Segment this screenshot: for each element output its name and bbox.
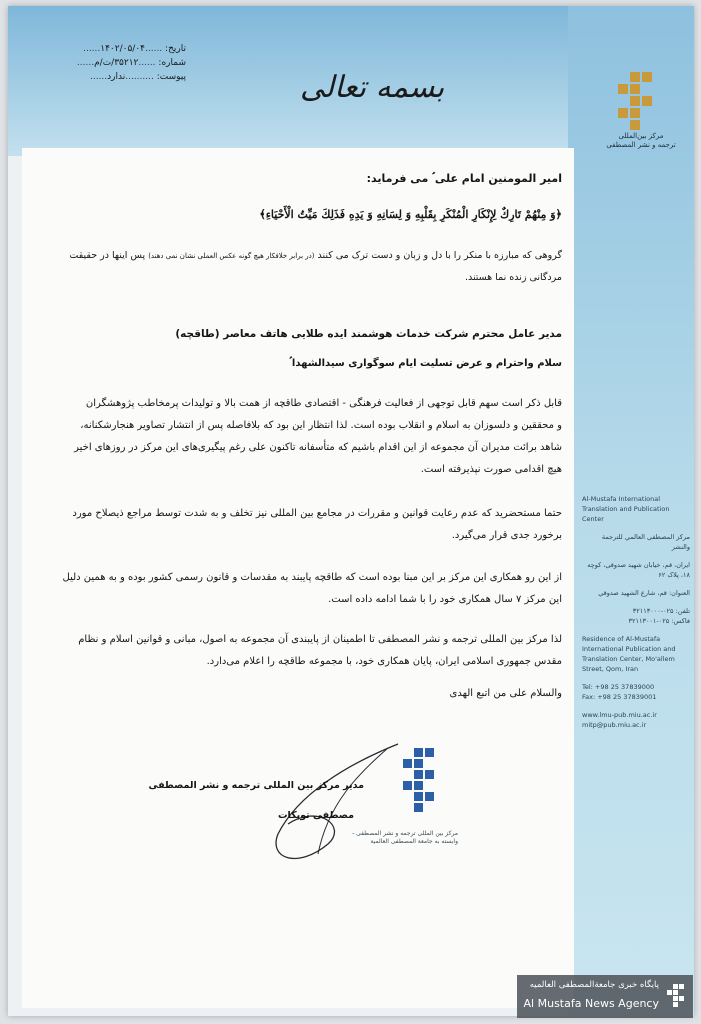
para1-line2: و محققین و دلسوزان به اسلام و انقلاب بوده است. لذا انتظار این بود که بلافاصله پس از انتشار تصاویر هنجارشکنانه، — [80, 420, 562, 431]
sidebar-ar-title: مركز المصطفى العالمي للترجمة والنشر — [601, 533, 690, 551]
logo-caption-line1: مرکز بین‌المللی — [618, 132, 664, 140]
number-label: شماره: — [158, 58, 186, 68]
hadith-quote: ﴿وَ مِنْهُمْ تَارِكٌ لِإِنْكَارِ الْمُنْكَرِ بِقَلْبِهِ وَ لِسَانِهِ وَ يَدِهِ فَذَلِكَ مَيِّتُ الْأَحْيَاءِ﴾ — [259, 208, 562, 221]
attachment-row: پیوست: ..........ندارد...... — [89, 72, 186, 82]
para2-line1: حتما مستحضرید که عدم رعایت قوانین و مقررات در مجامع بین المللی نیز تخلف و به شدت توسط مراجع ذیصلاح مورد — [72, 508, 562, 519]
sidebar-web[interactable]: www.lmu-pub.miu.ac.ir — [582, 711, 657, 719]
signature-scribble — [258, 734, 408, 874]
para1-line3: شاهد برائت مدیران آن مجموعه از این اقدام باشیم که متأسفانه تاکنون علی رغم پیگیری‌های این مرکز در روزهای اخیر — [74, 442, 562, 453]
logo-caption-line2: ترجمه و نشر المصطفی — [606, 141, 676, 149]
para4-line1: لذا مرکز بین المللی ترجمه و نشر المصطفی تا اطمینان از پایبندی آن مجموعه به اصول، مبانی و قوانین اسلام و نظام — [78, 634, 562, 645]
seal-caption: مرکز بین المللی ترجمه و نشر المصطفی - وابسته به جامعة المصطفی العالمیة — [352, 830, 458, 845]
para2-line2: برخورد جدی قرار می‌گیرد. — [451, 530, 562, 541]
sidebar-fax-fa: فاکس: ۰۲۵-۳۲۱۱۳۰۰۱ — [628, 617, 690, 625]
translation-paren: (در برابر خلافکار هیچ گونه عکس العملی نشان نمی دهند) — [148, 252, 315, 260]
translation-line2: مردگانی زنده نما هستند. — [464, 272, 562, 283]
greeting-line: سلام واحترام و عرض تسلیت ایام سوگواری سیدالشهدا ؑ — [289, 358, 562, 369]
sidebar-fax: Fax: +98 25 37839001 — [582, 693, 657, 701]
sidebar-contact — [582, 494, 690, 730]
attachment-label: پیوست: — [156, 72, 186, 82]
logo-caption — [604, 132, 678, 150]
sidebar-email[interactable]: mitp@pub.miu.ac.ir — [582, 721, 647, 729]
recipient-line: مدیر عامل محترم شرکت خدمات هوشمند ایده طلایی هاتف معاصر (طاقچه) — [175, 328, 562, 340]
watermark-line1: پایگاه خبری جامعةالمصطفی العالمیه — [529, 980, 659, 990]
para1-line1: قابل ذکر است سهم قابل توجهی از فعالیت فرهنگی - اقتصادی طاقچه از همت بالا و تولیدات پرمخاطب پژوهشگران — [85, 398, 562, 409]
date-value: ۱۴۰۲/۰۵/۰۴ — [100, 44, 146, 54]
sidebar-fa-address: ایران، قم، خیابان شهید صدوقی، کوچه ۱۸، پلاک ۶۲ — [587, 561, 690, 579]
date-label: تاریخ: — [165, 44, 186, 54]
sidebar-phone-fa: تلفن: ۰۲۵-۳۲۱۱۳۰۰۰ — [632, 607, 690, 615]
news-agency-logo-icon — [665, 983, 687, 1011]
number-value: ۳۵۲۱۲/ت/م — [94, 58, 139, 68]
letter-metadata — [36, 42, 186, 84]
translation-part2: پس اینها در حقیقت — [69, 250, 146, 261]
center-seal-logo-icon — [396, 746, 444, 818]
letter-sheet — [8, 6, 694, 1016]
translation-part1: گروهی که مبارزه با منکر را با دل و زبان و دست ترک می کنند — [317, 250, 562, 261]
para3-line2: این مرکز ۷ سال همکاری خود را با شما ادامه داده است. — [328, 594, 562, 605]
sidebar-ar-address: العنوان: قم، شارع الشهيد صدوقي — [598, 589, 690, 597]
signer-name: مصطفی توبکات — [278, 810, 354, 821]
number-row: شماره: ......۳۵۲۱۲/ت/م...... — [76, 58, 186, 68]
translation-line1 — [36, 250, 562, 261]
sidebar-tel: Tel: +98 25 37839000 — [582, 683, 655, 691]
closing-line: والسلام علی من اتبع الهدی — [449, 688, 562, 699]
signer-title: مدیر مرکز بین المللی ترجمه و نشر المصطفی — [148, 780, 364, 791]
basmala-heading: بسمه تعالی — [300, 70, 445, 105]
attachment-value: ندارد — [107, 72, 126, 82]
para1-line4: هیچ اقدامی صورت نپذیرفته است. — [420, 464, 562, 475]
date-row: تاریخ: ......۱۴۰۲/۰۵/۰۴...... — [83, 44, 186, 54]
para3-line1: از این رو همکاری این مرکز بر این مبنا بوده است که طاقچه پایبند به مقدسات و قانون رسمی کشور بوده و به همین دلیل — [62, 572, 562, 583]
news-agency-watermark — [517, 975, 693, 1018]
sidebar-en-title: Al-Mustafa International Translation and Publication Center — [582, 495, 670, 523]
watermark-line2: Al Mustafa News Agency — [523, 997, 659, 1010]
center-logo-icon — [608, 68, 668, 138]
opening-line: امیر المومنین امام علی ؑ می فرماید: — [366, 172, 562, 185]
para4-line2: مقدس جمهوری اسلامی ایران، پایان همکاری خود، با مجموعه طاقچه را اعلام می‌دارد. — [206, 656, 562, 667]
sidebar-en-address: Residence of Al-Mustafa International Publication and Translation Center, Mo'allem Street, Qom, Iran — [582, 635, 676, 673]
